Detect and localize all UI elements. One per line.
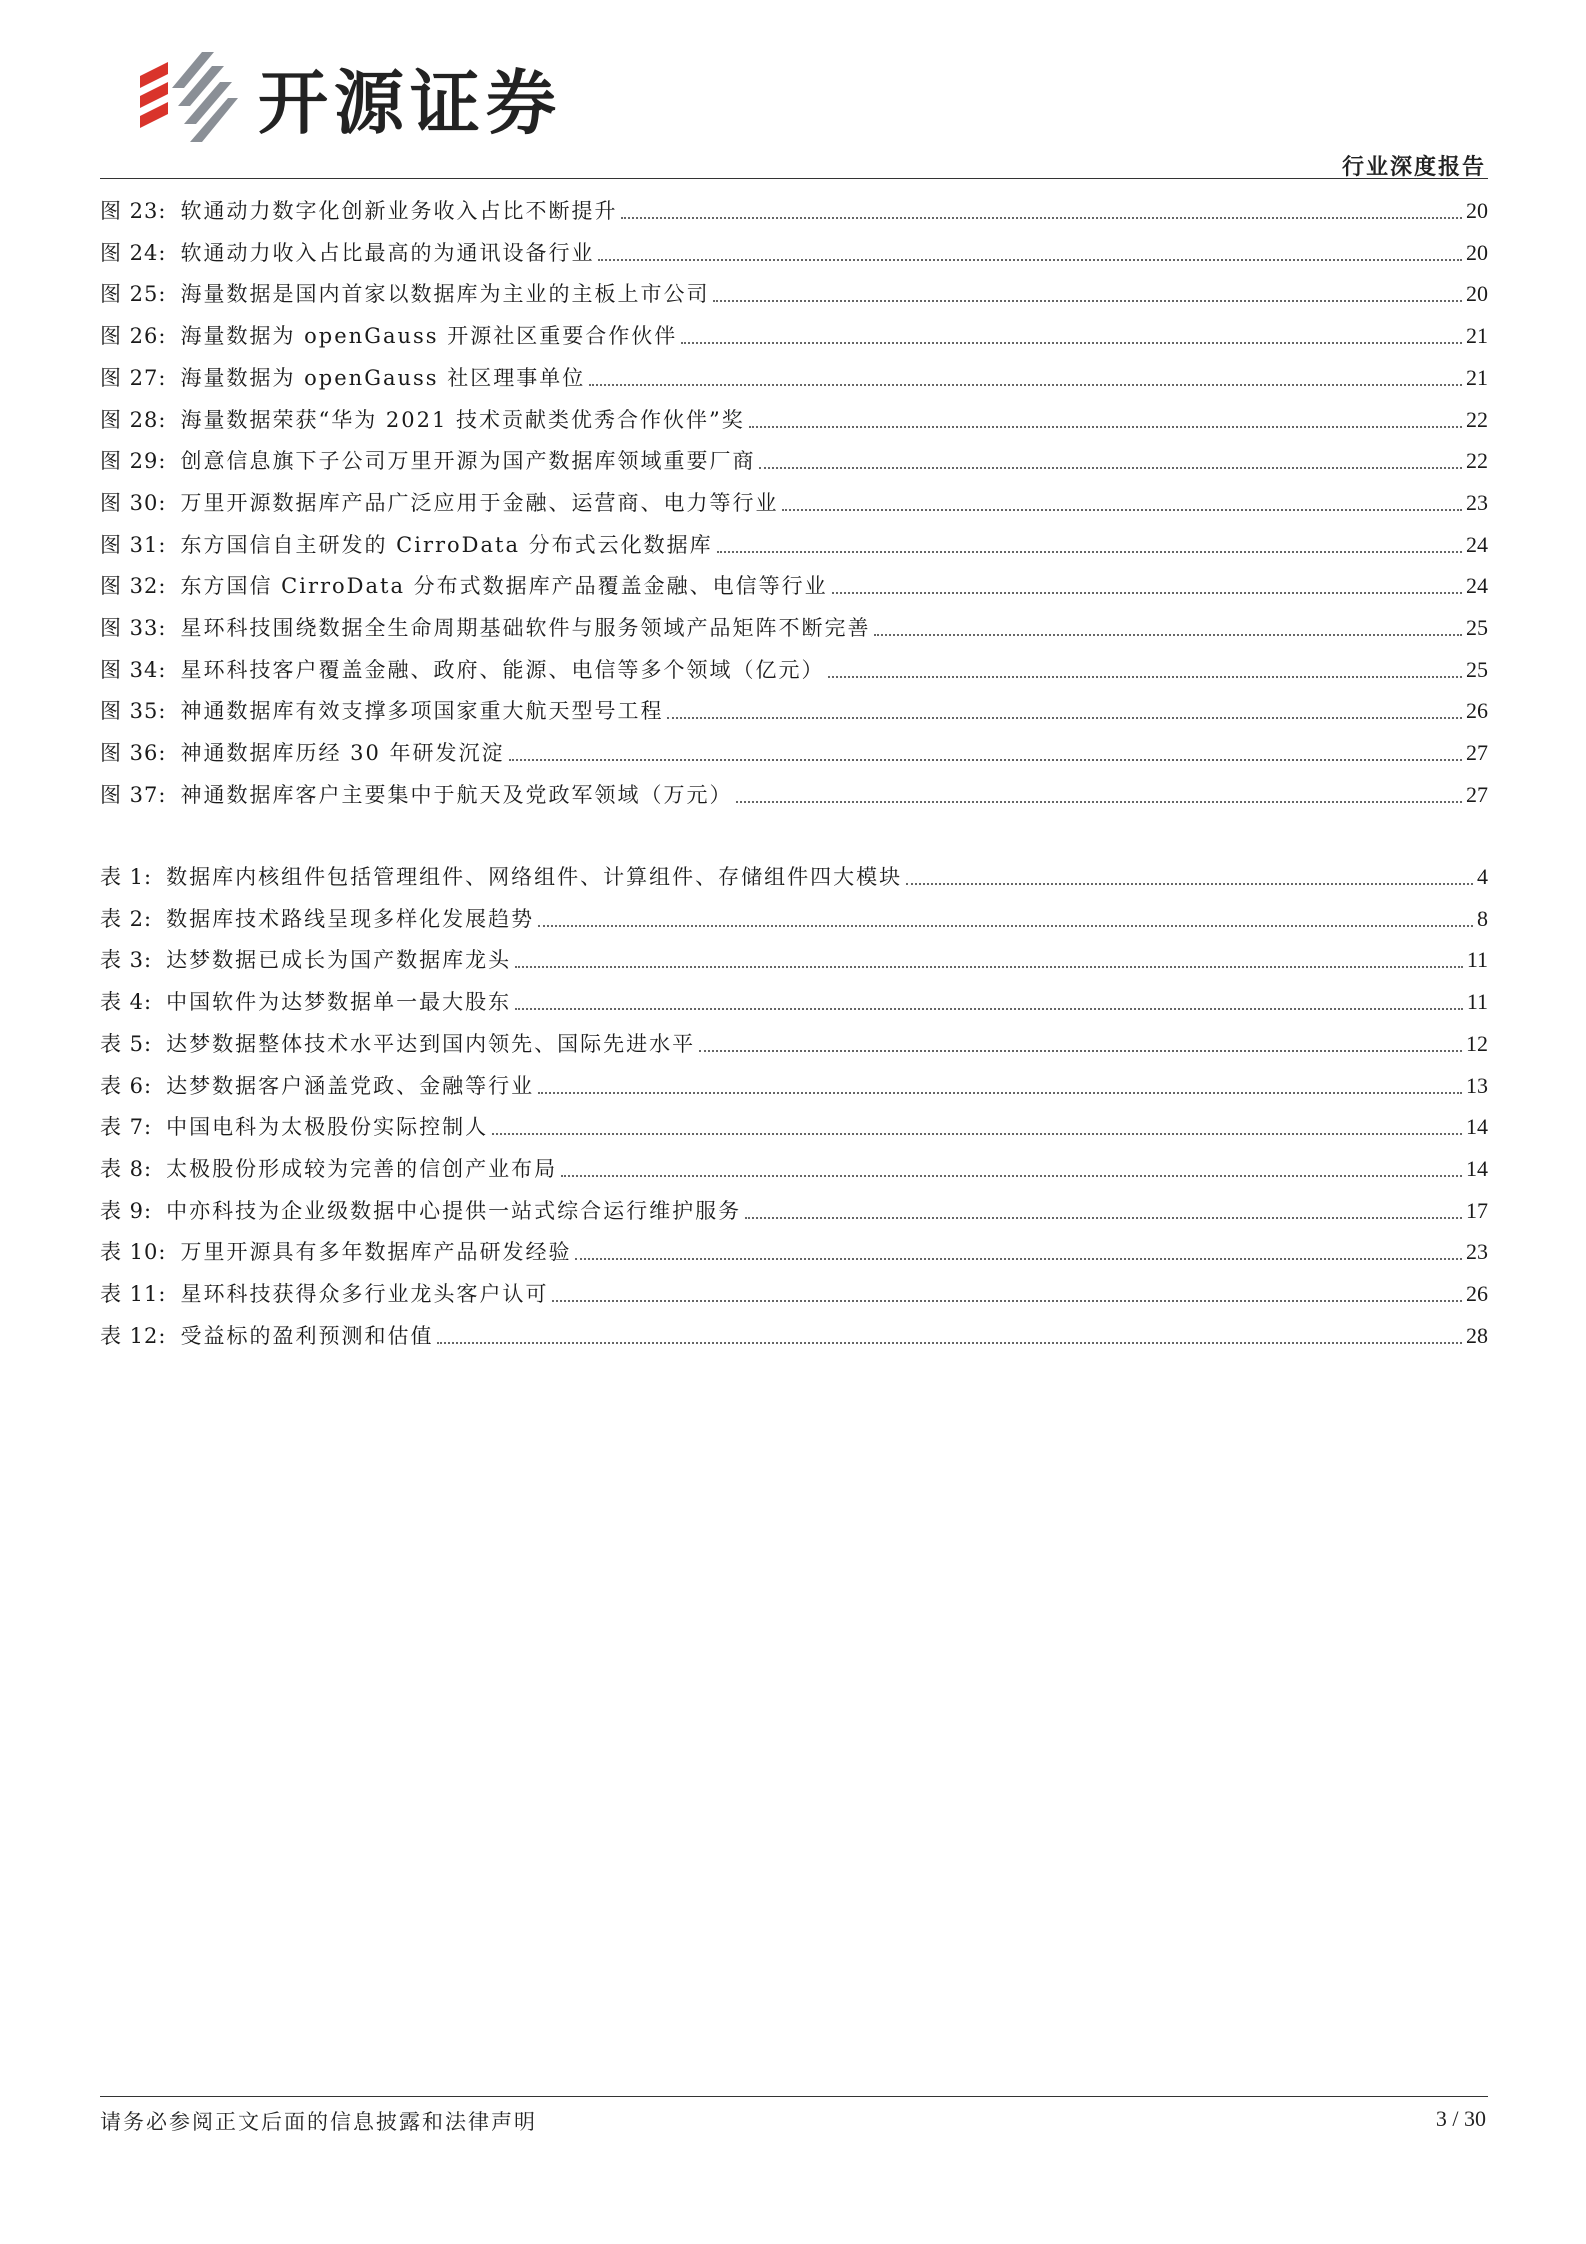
table-title: 数据库技术路线呈现多样化发展趋势 xyxy=(166,906,535,931)
figure-entry[interactable] xyxy=(100,530,1488,560)
figure-page-number: 25 xyxy=(1466,615,1488,640)
table-page-number: 26 xyxy=(1466,1281,1488,1306)
table-label: 表 2: xyxy=(100,906,153,931)
dot-leader xyxy=(749,426,1462,428)
figure-label: 图 24: xyxy=(100,240,167,265)
figure-label: 图 25: xyxy=(100,282,167,307)
table-entry[interactable] xyxy=(100,1196,1488,1226)
table-entry[interactable] xyxy=(100,987,1488,1017)
figure-entry[interactable] xyxy=(100,780,1488,810)
table-page-number: 14 xyxy=(1466,1155,1488,1181)
figure-entry[interactable] xyxy=(100,613,1488,643)
dot-leader xyxy=(736,801,1462,803)
table-entry[interactable] xyxy=(100,1071,1488,1101)
figure-entry[interactable] xyxy=(100,571,1488,601)
table-page-number: 14 xyxy=(1466,1114,1488,1140)
figure-title: 神通数据库有效支撑多项国家重大航天型号工程 xyxy=(180,699,664,724)
table-page-number: 17 xyxy=(1466,1197,1488,1223)
table-page-number: 23 xyxy=(1466,1239,1488,1265)
figure-entry[interactable] xyxy=(100,279,1488,309)
figure-page-number: 24 xyxy=(1466,573,1488,599)
figure-entry[interactable] xyxy=(100,405,1488,435)
figure-label: 图 29: xyxy=(100,449,167,474)
figure-entry[interactable] xyxy=(100,321,1488,351)
figure-entry[interactable] xyxy=(100,488,1488,518)
table-entry[interactable] xyxy=(100,1154,1488,1184)
table-title: 中国软件为达梦数据单一最大股东 xyxy=(166,990,512,1015)
figure-entry[interactable] xyxy=(100,363,1488,393)
figure-title: 海量数据是国内首家以数据库为主业的主板上市公司 xyxy=(180,282,710,307)
figure-label: 图 26: xyxy=(100,324,167,349)
dot-leader xyxy=(681,342,1462,344)
table-title: 达梦数据客户涵盖党政、金融等行业 xyxy=(166,1073,535,1098)
table-entry[interactable] xyxy=(100,1237,1488,1267)
report-type: 行业深度报告 xyxy=(1341,155,1486,180)
table-page-number: 11 xyxy=(1466,947,1488,973)
dot-leader xyxy=(515,1008,1463,1010)
figure-entry[interactable] xyxy=(100,655,1488,685)
figure-title: 神通数据库客户主要集中于航天及党政军领域（万元） xyxy=(180,782,733,807)
header-divider xyxy=(100,178,1488,179)
table-title: 中国电科为太极股份实际控制人 xyxy=(166,1115,489,1140)
table-page-number: 4 xyxy=(1477,864,1488,889)
table-label: 表 7: xyxy=(100,1115,153,1140)
dot-leader xyxy=(667,717,1462,719)
dot-leader xyxy=(538,925,1473,927)
dot-leader xyxy=(515,966,1463,968)
dot-leader xyxy=(828,676,1462,678)
table-title: 数据库内核组件包括管理组件、网络组件、计算组件、存储组件四大模块 xyxy=(166,865,903,889)
footer-disclaimer: 请务必参阅正文后面的信息披露和法律声明 xyxy=(100,2110,537,2134)
table-title: 达梦数据整体技术水平达到国内领先、国际先进水平 xyxy=(166,1031,696,1056)
dot-leader xyxy=(598,259,1462,261)
table-label: 表 12: xyxy=(100,1323,167,1348)
figure-label: 图 33: xyxy=(100,616,167,640)
table-label: 表 6: xyxy=(100,1073,153,1098)
brand-name: 开源证券 xyxy=(258,62,562,144)
dot-leader xyxy=(552,1300,1462,1302)
figure-label: 图 31: xyxy=(100,532,167,557)
figure-entry[interactable] xyxy=(100,446,1488,476)
table-label: 表 4: xyxy=(100,990,153,1015)
figure-label: 图 34: xyxy=(100,657,167,682)
page-header xyxy=(0,0,1586,180)
figure-entry[interactable] xyxy=(100,196,1488,226)
table-entry[interactable] xyxy=(100,1029,1488,1059)
figure-page-number: 27 xyxy=(1466,740,1488,766)
dot-leader xyxy=(492,1133,1462,1135)
table-page-number: 12 xyxy=(1466,1030,1488,1056)
figure-label: 图 23: xyxy=(100,199,167,223)
table-title: 星环科技获得众多行业龙头客户认可 xyxy=(180,1282,549,1306)
page-number: 3 / 30 xyxy=(1435,2106,1486,2131)
dot-leader xyxy=(437,1342,1462,1344)
dot-leader xyxy=(575,1258,1462,1260)
figure-entry[interactable] xyxy=(100,738,1488,768)
table-label: 表 10: xyxy=(100,1240,167,1265)
table-title: 万里开源具有多年数据库产品研发经验 xyxy=(180,1240,572,1265)
dot-leader xyxy=(589,384,1462,386)
table-entry[interactable] xyxy=(100,1279,1488,1309)
footer-divider xyxy=(100,2096,1488,2097)
dot-leader xyxy=(538,1092,1462,1094)
figure-page-number: 20 xyxy=(1466,281,1488,307)
figure-title: 海量数据荣获“华为 2021 技术贡献类优秀合作伙伴”奖 xyxy=(180,407,745,432)
figure-title: 星环科技围绕数据全生命周期基础软件与服务领域产品矩阵不断完善 xyxy=(180,616,871,640)
figure-page-number: 21 xyxy=(1466,364,1488,390)
figure-title: 星环科技客户覆盖金融、政府、能源、电信等多个领域（亿元） xyxy=(180,657,825,682)
table-entry[interactable] xyxy=(100,904,1488,934)
table-page-number: 11 xyxy=(1466,989,1488,1015)
table-entry[interactable] xyxy=(100,945,1488,975)
table-title: 中亦科技为企业级数据中心提供一站式综合运行维护服务 xyxy=(166,1198,742,1223)
table-label: 表 5: xyxy=(100,1031,153,1056)
figure-page-number: 25 xyxy=(1466,656,1488,682)
dot-leader xyxy=(782,509,1462,511)
figure-page-number: 24 xyxy=(1466,531,1488,557)
figure-label: 图 32: xyxy=(100,574,167,599)
kaiyuan-logo-icon xyxy=(132,48,242,148)
figure-page-number: 27 xyxy=(1466,781,1488,807)
dot-leader xyxy=(874,634,1462,636)
table-title: 受益标的盈利预测和估值 xyxy=(180,1323,434,1348)
table-label: 表 8: xyxy=(100,1156,153,1181)
figure-page-number: 23 xyxy=(1466,489,1488,515)
dot-leader xyxy=(832,592,1462,594)
figure-page-number: 22 xyxy=(1466,448,1488,474)
table-page-number: 28 xyxy=(1466,1322,1488,1348)
figure-entry[interactable] xyxy=(100,696,1488,726)
dot-leader xyxy=(699,1050,1462,1052)
figure-page-number: 20 xyxy=(1466,198,1488,223)
figure-title: 软通动力收入占比最高的为通讯设备行业 xyxy=(180,240,595,265)
table-entry[interactable] xyxy=(100,1321,1488,1351)
dot-leader xyxy=(561,1175,1462,1177)
figure-title: 海量数据为 openGauss 开源社区重要合作伙伴 xyxy=(180,324,678,349)
figure-label: 图 30: xyxy=(100,490,167,515)
table-label: 表 11: xyxy=(100,1282,167,1306)
figure-label: 图 37: xyxy=(100,782,167,807)
figure-title: 创意信息旗下子公司万里开源为国产数据库领域重要厂商 xyxy=(180,449,756,474)
dot-leader xyxy=(713,300,1462,302)
table-title: 太极股份形成较为完善的信创产业布局 xyxy=(166,1156,558,1181)
figure-title: 软通动力数字化创新业务收入占比不断提升 xyxy=(180,199,618,223)
table-entry[interactable] xyxy=(100,1112,1488,1142)
figure-page-number: 22 xyxy=(1466,406,1488,432)
figure-label: 图 35: xyxy=(100,699,167,724)
table-page-number: 8 xyxy=(1477,905,1488,931)
figure-title: 东方国信自主研发的 CirroData 分布式云化数据库 xyxy=(180,532,713,557)
figure-label: 图 36: xyxy=(100,741,167,766)
dot-leader xyxy=(717,551,1462,553)
dot-leader xyxy=(759,467,1462,469)
figure-page-number: 26 xyxy=(1466,698,1488,724)
figure-page-number: 20 xyxy=(1466,239,1488,265)
figure-title: 神通数据库历经 30 年研发沉淀 xyxy=(180,741,505,766)
table-page-number: 13 xyxy=(1466,1072,1488,1098)
dot-leader xyxy=(509,759,1462,761)
table-entry[interactable] xyxy=(100,862,1488,892)
dot-leader xyxy=(745,1217,1462,1219)
figure-entry[interactable] xyxy=(100,238,1488,268)
table-label: 表 3: xyxy=(100,948,153,973)
figure-title: 万里开源数据库产品广泛应用于金融、运营商、电力等行业 xyxy=(180,490,779,515)
dot-leader xyxy=(621,217,1462,219)
figure-title: 海量数据为 openGauss 社区理事单位 xyxy=(180,365,586,390)
figure-page-number: 21 xyxy=(1466,323,1488,349)
table-label: 表 1: xyxy=(100,865,153,889)
figure-label: 图 27: xyxy=(100,365,167,390)
figure-title: 东方国信 CirroData 分布式数据库产品覆盖金融、电信等行业 xyxy=(180,574,828,599)
table-title: 达梦数据已成长为国产数据库龙头 xyxy=(166,948,512,973)
figure-label: 图 28: xyxy=(100,407,167,432)
dot-leader xyxy=(906,883,1473,885)
table-label: 表 9: xyxy=(100,1198,153,1223)
